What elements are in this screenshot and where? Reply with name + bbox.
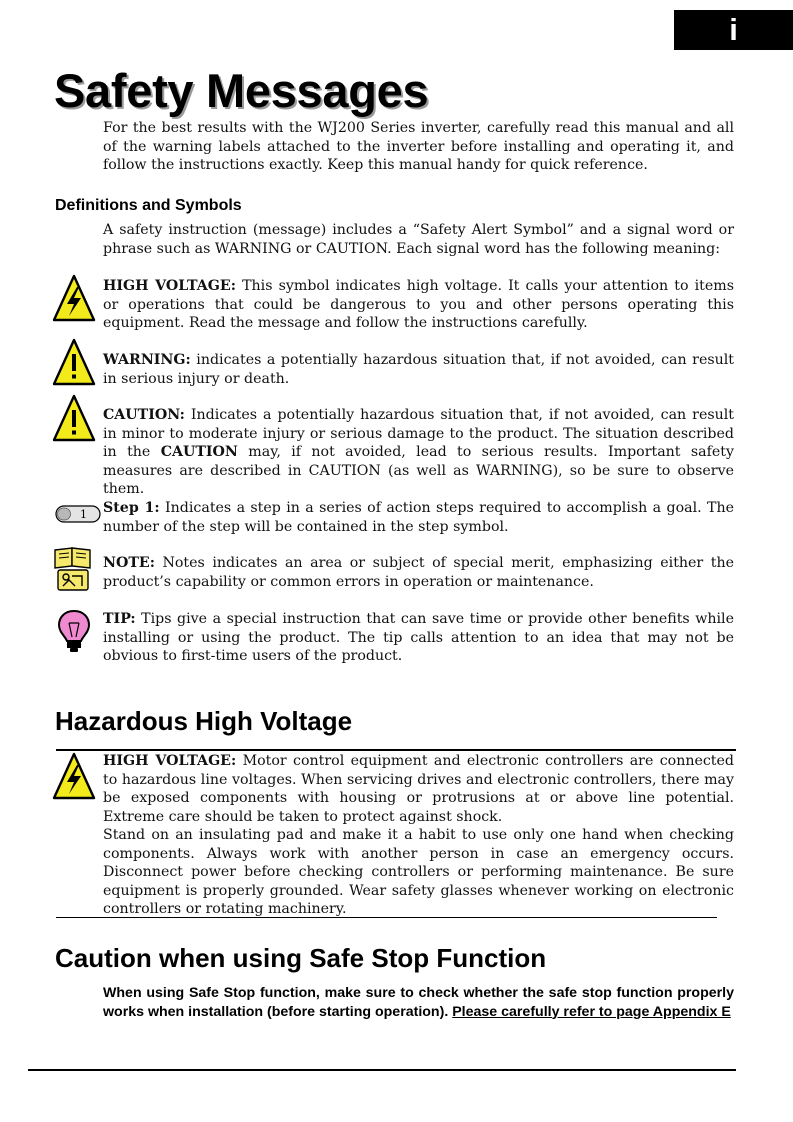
- tip-label: TIP:: [103, 611, 136, 627]
- step-icon: [55, 505, 101, 527]
- warning-label: WARNING:: [103, 352, 191, 368]
- page-tab: i: [674, 10, 793, 50]
- high-voltage-icon: [52, 274, 96, 326]
- warning-icon: [52, 338, 96, 390]
- footer-rule: [28, 1069, 736, 1071]
- hazard-top-rule: [56, 749, 736, 751]
- caution-label: CAUTION:: [103, 407, 185, 423]
- intro-paragraph: For the best results with the WJ200 Series inverter, carefully read this manual and all of the warning labels attached to the inverter before installing and operating it, and follow the instructions exactly. Keep this manual handy for quick reference.: [103, 120, 734, 173]
- high-voltage-definition: [103, 277, 734, 333]
- hazard-paragraph-1: [103, 752, 734, 826]
- hazard-section-heading: Hazardous High Voltage: [55, 706, 353, 736]
- safe-stop-text: When using Safe Stop function, make sure to check whether the safe stop function properly works when installation (before starting operation).: [103, 985, 734, 1020]
- step-text: Indicates a step in a series of action steps required to accomplish a goal. The number of the step will be contained in the step symbol.: [103, 500, 734, 535]
- note-definition: [103, 554, 734, 591]
- definitions-heading: Definitions and Symbols: [55, 197, 242, 214]
- step-definition: [103, 499, 734, 536]
- warning-text: indicates a potentially hazardous situation that, if not avoided, can result in serious injury or death.: [103, 352, 734, 387]
- caution-definition: [103, 406, 734, 499]
- step-label: Step 1:: [103, 500, 160, 516]
- safe-stop-paragraph: [103, 984, 734, 1021]
- note-label: NOTE:: [103, 555, 155, 571]
- warning-definition: [103, 351, 734, 388]
- caution-inline-word: CAUTION: [160, 444, 238, 460]
- high-voltage-label: HIGH VOLTAGE:: [103, 278, 236, 294]
- caution-text-b: may, if not avoided, lead to serious results. Important safety measures are described in CAUTION (as well as WARNING), so be sure to observe them.: [103, 444, 734, 497]
- caution-text-a: Indicates a potentially hazardous situation that, if not avoided, can result in minor to moderate injury or serious damage to the product. The situation described in the: [103, 407, 734, 460]
- high-voltage-text: This symbol indicates high voltage. It calls your attention to items or operations that could be dangerous to you and other persons operating this equipment. Read the message and follow the instructions carefully.: [103, 278, 734, 331]
- hazard-bottom-rule: [56, 917, 717, 918]
- caution-icon: [52, 394, 96, 446]
- safe-stop-heading: Caution when using Safe Stop Function: [55, 943, 547, 973]
- page-title: Safety Messages: [54, 64, 429, 117]
- tip-definition: [103, 610, 734, 666]
- hazard-text: Motor control equipment and electronic controllers are connected to hazardous line voltages. When servicing drives and electronic controllers, there may be exposed components with housing or protrusions at or above line potential. Extreme care should be taken to protect against shock.: [103, 753, 734, 825]
- step-badge-number: 1: [80, 508, 87, 522]
- appendix-e-link[interactable]: Please carefully refer to page Appendix E: [452, 1003, 731, 1020]
- hazard-high-voltage-icon: [52, 752, 96, 804]
- tip-text: Tips give a special instruction that can save time or provide other benefits while installing or using the product. The tip calls attention to an idea that may not be obvious to first-time users of the product.: [103, 611, 734, 664]
- lightbulb-icon: [56, 609, 92, 659]
- note-text: Notes indicates an area or subject of special merit, emphasizing either the product’s capability or common errors in operation or maintenance.: [103, 555, 734, 590]
- hazard-label: HIGH VOLTAGE:: [103, 753, 237, 769]
- note-book-icon: [52, 546, 94, 596]
- hazard-paragraph-2: Stand on an insulating pad and make it a habit to use only one hand when checking components. Always work with another person in case an emergency occurs. Disconnect power before checking controllers or performing maintenance. Be sure equipment is properly grounded. Wear safety glasses whenever working on electronic controllers or rotating machinery.: [103, 827, 734, 917]
- definitions-text: A safety instruction (message) includes a “Safety Alert Symbol” and a signal word or phrase such as WARNING or CAUTION. Each signal word has the following meaning:: [103, 222, 734, 257]
